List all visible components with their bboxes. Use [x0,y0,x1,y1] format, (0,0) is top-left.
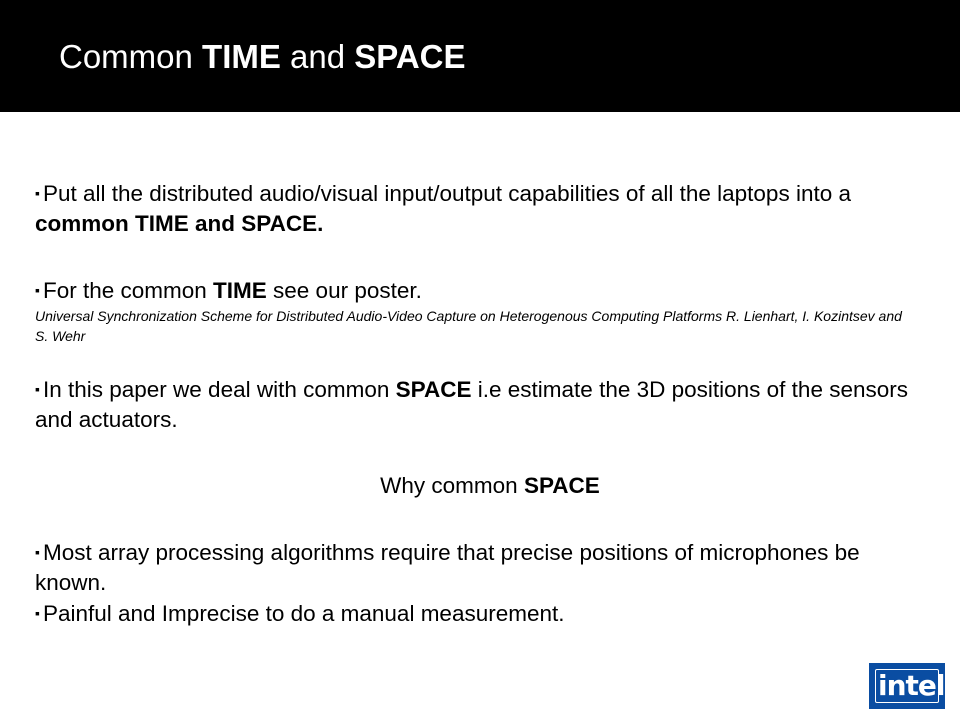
bullet-common-time: ▪ For the common TIME see our poster. [35,278,422,303]
reason-array-processing: ▪ Most array processing algorithms require that precise positions of microphones be known. [35,540,860,595]
intel-logo [869,663,945,709]
title-bar [0,0,960,112]
intel-logo-text: intel [878,669,945,702]
slide-body [35,178,915,629]
bullet-icon: ▪ [35,544,40,560]
subheading-why-common-space: Why common SPACE [380,473,600,498]
poster-reference: Universal Synchronization Scheme for Distributed Audio-Video Capture on Heterogenous Computing Platforms R. Lienhart, I. Kozintsev and S. Wehr [35,308,902,344]
bullet-common-space: ▪ In this paper we deal with common SPACE i.e estimate the 3D positions of the sensors and actuators. [35,377,908,432]
slide-title: Common TIME and SPACE [59,38,466,75]
bullet-icon: ▪ [35,282,40,298]
bullet-common-time-space: ▪ Put all the distributed audio/visual input/output capabilities of all the laptops into a common TIME and SPACE. [35,181,851,236]
bullet-icon: ▪ [35,605,40,621]
bullet-icon: ▪ [35,185,40,201]
bullet-icon: ▪ [35,381,40,397]
reason-manual-measurement: ▪ Painful and Imprecise to do a manual measurement. [35,601,565,626]
